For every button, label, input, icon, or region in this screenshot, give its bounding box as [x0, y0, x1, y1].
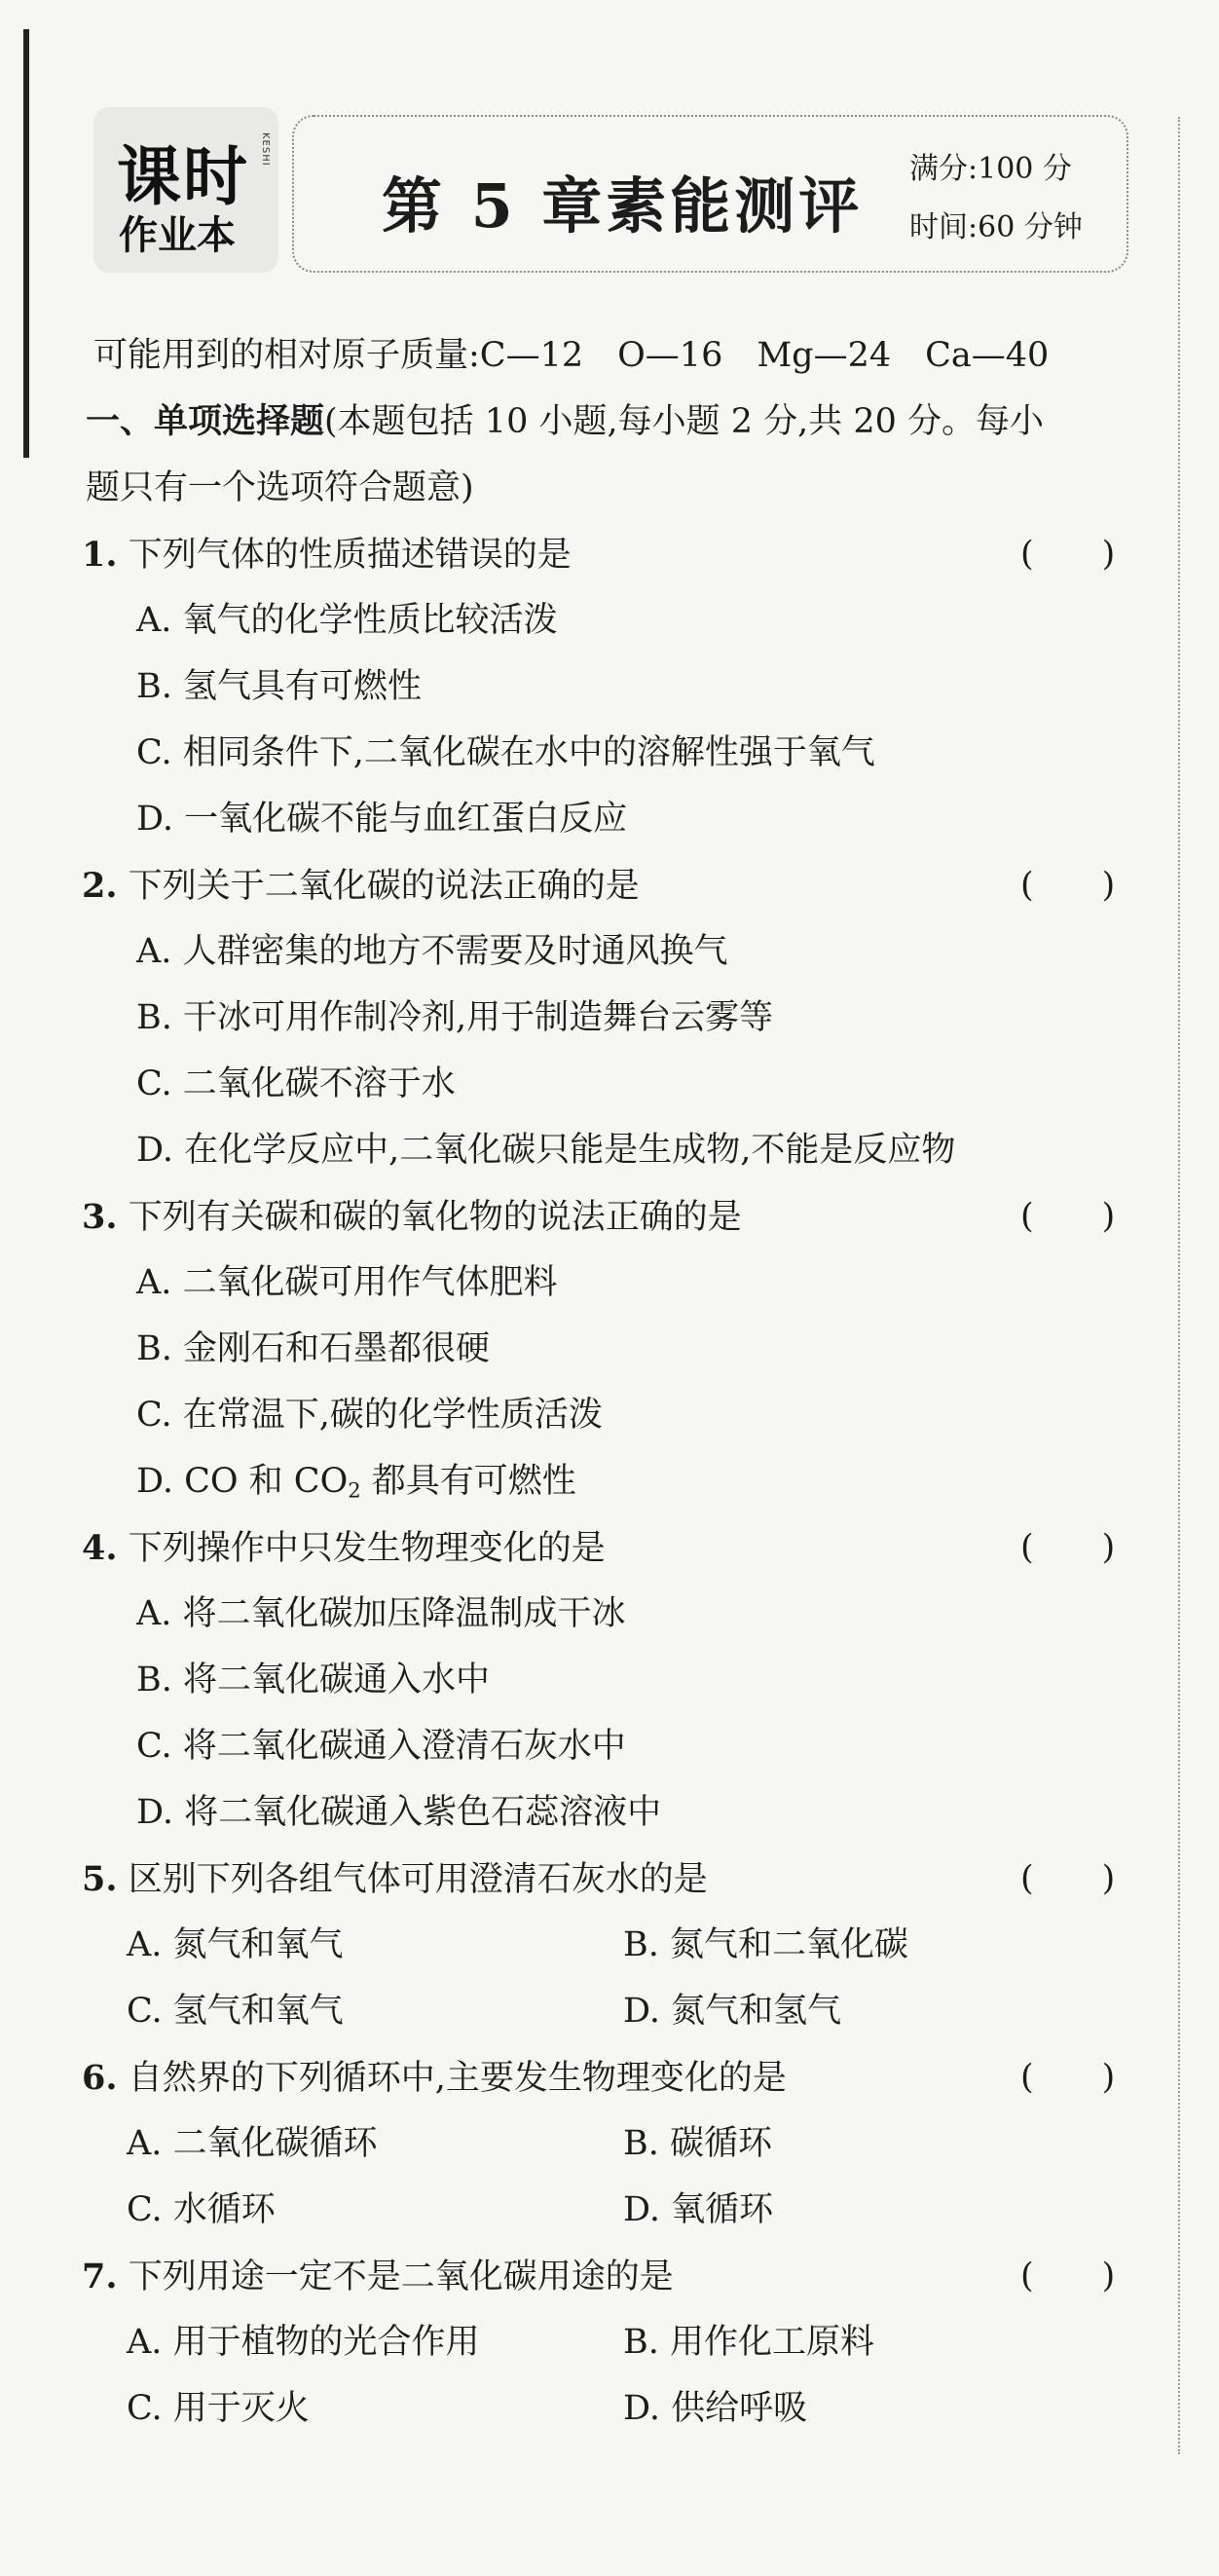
publisher-logo — [93, 107, 278, 273]
q3-option-b: B. 金刚石和石墨都很硬 — [136, 1329, 490, 1368]
answer-blank-6[interactable]: ( ) — [1020, 2058, 1116, 2097]
question-1-stem: 下列气体的性质描述错误的是 — [128, 536, 572, 575]
q3-option-c: C. 在常温下,碳的化学性质活泼 — [136, 1396, 603, 1435]
full-score: 满分:100 分 — [909, 152, 1072, 186]
question-6-stem: 自然界的下列循环中,主要发生物理变化的是 — [128, 2059, 787, 2098]
logo-pinyin: KESHI — [260, 132, 271, 167]
cut-line — [1178, 117, 1180, 2454]
question-2-stem: 下列关于二氧化碳的说法正确的是 — [128, 867, 640, 906]
q1-option-d: D. 一氧化碳不能与血红蛋白反应 — [136, 800, 628, 839]
q1-option-a: A. 氧气的化学性质比较活泼 — [136, 601, 558, 640]
answer-blank-5[interactable]: ( ) — [1020, 1859, 1116, 1898]
question-7-stem: 下列用途一定不是二氧化碳用途的是 — [128, 2258, 674, 2296]
question-7: 7. 下列用途一定不是二氧化碳用途的是 — [82, 2257, 674, 2296]
atomic-mass-note: 可能用到的相对原子质量:C—12 O—16 Mg—24 Ca—40 — [93, 336, 1050, 375]
question-2: 2. 下列关于二氧化碳的说法正确的是 — [82, 866, 640, 906]
q2-option-d: D. 在化学反应中,二氧化碳只能是生成物,不能是反应物 — [136, 1131, 956, 1170]
q7-option-b: B. 用作化工原料 — [623, 2323, 874, 2362]
q7-option-d: D. 供给呼吸 — [623, 2389, 808, 2428]
section-desc-2: 题只有一个选项符合题意) — [86, 468, 474, 507]
page-binding-edge — [23, 29, 29, 458]
title-box — [292, 115, 1128, 273]
page-title: 第 5 章素能测评 — [382, 170, 864, 242]
section-desc-1: (本题包括 10 小题,每小题 2 分,共 20 分。每小 — [324, 402, 1045, 441]
question-1: 1. 下列气体的性质描述错误的是 — [82, 535, 572, 575]
q4-option-b: B. 将二氧化碳通入水中 — [136, 1661, 490, 1699]
q4-option-d: D. 将二氧化碳通入紫色石蕊溶液中 — [136, 1793, 662, 1832]
q5-option-b: B. 氮气和二氧化碳 — [623, 1925, 908, 1964]
question-5: 5. 区别下列各组气体可用澄清石灰水的是 — [82, 1859, 708, 1899]
q5-option-c: C. 氢气和氧气 — [127, 1992, 344, 2031]
answer-blank-4[interactable]: ( ) — [1020, 1528, 1116, 1567]
q3-option-a: A. 二氧化碳可用作气体肥料 — [136, 1263, 558, 1302]
q2-option-b: B. 干冰可用作制冷剂,用于制造舞台云雾等 — [136, 998, 774, 1037]
q6-option-a: A. 二氧化碳循环 — [127, 2124, 378, 2163]
question-3: 3. 下列有关碳和碳的氧化物的说法正确的是 — [82, 1197, 742, 1237]
answer-blank-3[interactable]: ( ) — [1020, 1197, 1116, 1236]
section-heading — [86, 401, 1045, 441]
logo-line-2: 作业本 — [119, 213, 236, 258]
section-title: 一、单项选择题 — [86, 401, 325, 441]
q1-option-b: B. 氢气具有可燃性 — [136, 667, 422, 706]
q6-option-b: B. 碳循环 — [623, 2124, 772, 2163]
answer-blank-2[interactable]: ( ) — [1020, 866, 1116, 905]
time-limit: 时间:60 分钟 — [909, 210, 1083, 244]
q3-option-d: D. CO 和 $CO_2$ 都具有可燃性 — [136, 1462, 576, 1503]
question-6: 6. 自然界的下列循环中,主要发生物理变化的是 — [82, 2058, 787, 2098]
q7-option-c: C. 用于灭火 — [127, 2389, 310, 2428]
q6-option-d: D. 氧循环 — [623, 2190, 774, 2229]
q7-option-a: A. 用于植物的光合作用 — [127, 2323, 480, 2362]
q4-option-c: C. 将二氧化碳通入澄清石灰水中 — [136, 1727, 626, 1766]
answer-blank-1[interactable]: ( ) — [1020, 535, 1116, 574]
q5-option-d: D. 氮气和氢气 — [623, 1992, 842, 2031]
q4-option-a: A. 将二氧化碳加压降温制成干冰 — [136, 1594, 626, 1633]
q5-option-a: A. 氮气和氧气 — [127, 1925, 344, 1964]
q2-option-a: A. 人群密集的地方不需要及时通风换气 — [136, 932, 728, 971]
question-4-stem: 下列操作中只发生物理变化的是 — [128, 1529, 606, 1568]
q1-option-c: C. 相同条件下,二氧化碳在水中的溶解性强于氧气 — [136, 733, 875, 772]
logo-line-1: 课时 — [117, 139, 249, 214]
q2-option-c: C. 二氧化碳不溶于水 — [136, 1064, 456, 1103]
question-5-stem: 区别下列各组气体可用澄清石灰水的是 — [128, 1860, 708, 1899]
q6-option-c: C. 水循环 — [127, 2190, 276, 2229]
answer-blank-7[interactable]: ( ) — [1020, 2257, 1116, 2296]
question-3-stem: 下列有关碳和碳的氧化物的说法正确的是 — [128, 1198, 742, 1237]
question-4: 4. 下列操作中只发生物理变化的是 — [82, 1528, 606, 1568]
